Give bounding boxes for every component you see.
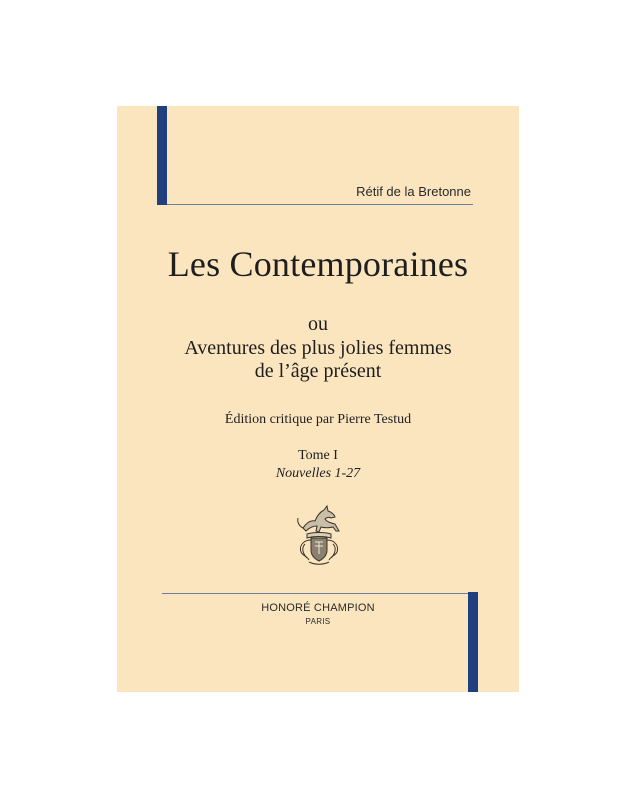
subtitle-connector: ou — [308, 313, 328, 335]
subtitle-line-1: Aventures des plus jolies femmes — [184, 337, 452, 359]
edition-credit: Édition critique par Pierre Testud — [224, 412, 412, 427]
book-cover — [117, 106, 519, 692]
horse-crest-emblem-icon — [289, 498, 349, 570]
publisher-city: PARIS — [305, 617, 331, 626]
volume-label: Tome I — [298, 448, 338, 463]
accent-bar-top — [157, 106, 167, 205]
publisher-name: HONORÉ CHAMPION — [261, 602, 375, 614]
contents-label: Nouvelles 1-27 — [275, 466, 361, 481]
subtitle-line-2: de l’âge présent — [254, 360, 382, 382]
book-title: Les Contemporaines — [167, 244, 469, 284]
author-name: Rétif de la Bretonne — [356, 184, 471, 199]
divider-top — [167, 204, 473, 205]
divider-bottom — [162, 593, 468, 594]
